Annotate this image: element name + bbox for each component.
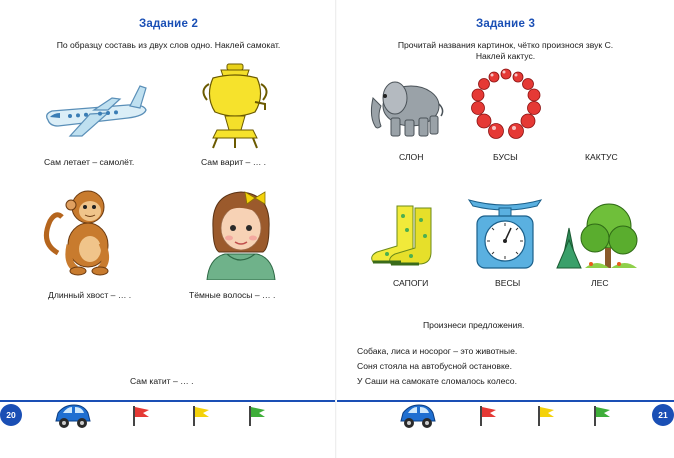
- caption-forest: ЛЕС: [591, 278, 609, 288]
- caption-cactus: КАКТУС: [585, 152, 618, 162]
- green-flag-icon: [593, 405, 611, 427]
- caption-beads: БУСЫ: [493, 152, 518, 162]
- footer-line: [337, 400, 674, 402]
- caption-monkey: Длинный хвост – … .: [48, 290, 132, 300]
- task-3-instruction-line1: Прочитай названия картинок, чётко произнося звук С.: [397, 40, 614, 50]
- yellow-flag-icon: [192, 405, 210, 427]
- caption-scooter: Сам катит – … .: [130, 376, 194, 386]
- car-icon: [54, 403, 92, 429]
- beads-icon: [470, 68, 542, 143]
- left-footer: [0, 393, 337, 439]
- girl-icon: [203, 188, 278, 280]
- sentence-1: Собака, лиса и носорог – это животные.: [357, 346, 518, 356]
- caption-elephant: СЛОН: [399, 152, 424, 162]
- elephant-icon: [367, 76, 447, 141]
- sentence-2: Соня стояла на автобусной остановке.: [357, 361, 512, 371]
- right-footer: [337, 393, 674, 439]
- scales-icon: [467, 194, 543, 272]
- caption-girl: Тёмные волосы – … .: [189, 290, 276, 300]
- sentence-3: У Саши на самокате сломалось колесо.: [357, 376, 517, 386]
- boots-icon: [367, 202, 447, 268]
- task-title-3: Задание 3: [475, 18, 536, 30]
- footer-line: [0, 400, 337, 402]
- caption-airplane: Сам летает – самолёт.: [44, 157, 135, 167]
- monkey-icon: [40, 183, 120, 278]
- green-flag-icon: [248, 405, 266, 427]
- caption-scales: ВЕСЫ: [495, 278, 521, 288]
- task-3-instruction-line2: Наклей кактус.: [475, 51, 536, 61]
- airplane-icon: [40, 80, 150, 140]
- caption-boots: САПОГИ: [393, 278, 429, 288]
- sentences-title: Произнеси предложения.: [423, 320, 525, 330]
- red-flag-icon: [479, 405, 497, 427]
- page-number-21: 21: [652, 404, 674, 426]
- task-2-instruction: По образцу составь из двух слов одно. Наклей самокат.: [56, 40, 281, 50]
- red-flag-icon: [132, 405, 150, 427]
- right-page: [337, 0, 674, 458]
- samovar-icon: [195, 60, 275, 150]
- page-number-20: 20: [0, 404, 22, 426]
- task-title-2: Задание 2: [138, 18, 199, 30]
- yellow-flag-icon: [537, 405, 555, 427]
- forest-icon: [555, 198, 639, 272]
- car-icon: [399, 403, 437, 429]
- caption-samovar: Сам варит – … .: [201, 157, 267, 167]
